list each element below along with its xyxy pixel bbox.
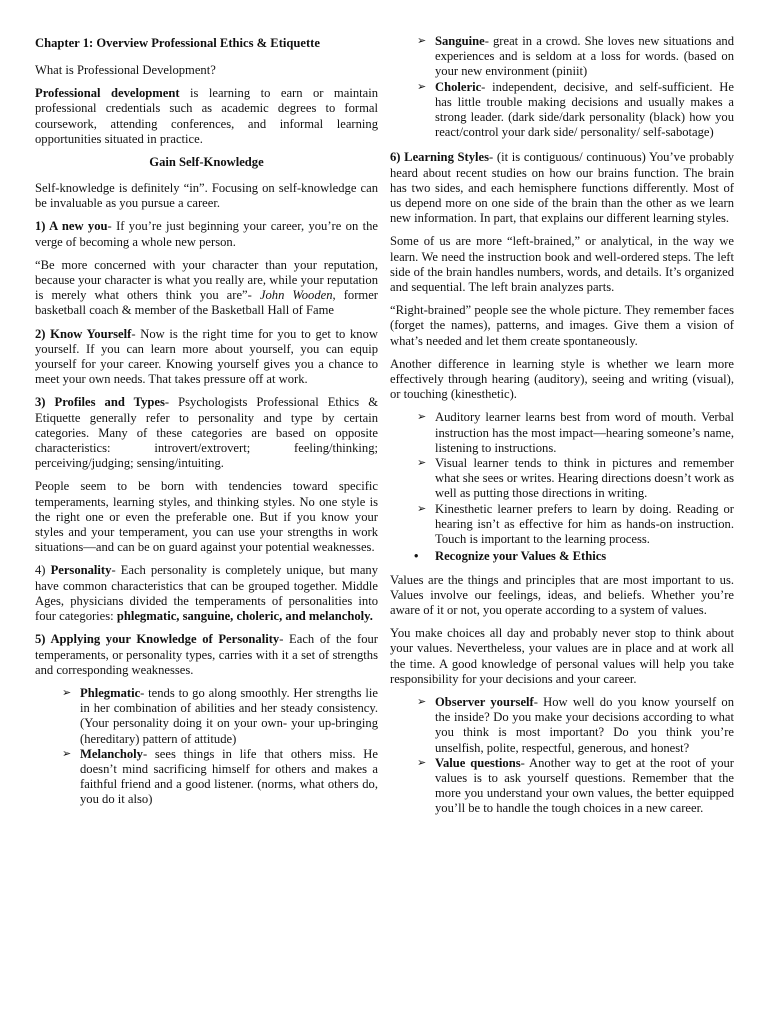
list-item: ➢ Sanguine- great in a crowd. She loves new situations and experiences and is seldom at a loss for words. (based on your new environment (piniit) bbox=[417, 34, 734, 79]
left-column bbox=[35, 36, 378, 1024]
arrow-bullet-icon: ➢ bbox=[417, 457, 427, 470]
list-item: ➢ Choleric- independent, decisive, and self-sufficient. He has little trouble making decisions and usually makes a strong leader. (dark side/dark personality (black) how you react/control your dark side/ personality/ self-sabotage) bbox=[417, 79, 734, 140]
arrow-bullet-icon: ➢ bbox=[417, 502, 427, 515]
self-knowledge-paragraph: Self-knowledge is definitely “in”. Focusing on self-knowledge can be invaluable as you pursue a career. bbox=[35, 181, 378, 211]
list-item: ➢ Value questions- Another way to get at the root of your values is to ask yourself questions. Remember that the more you understand your own values, the better equipped you’ll be to handle the tough choices in a new career. bbox=[417, 755, 734, 816]
profiles-types-paragraph: 3) Profiles and Types- Psychologists Professional Ethics & Etiquette generally refer to personality and type by certain categories. Many of these categories are based on opposite characteristics: introvert/extrovert; feeling/thinking; perceiving/judging; sensing/intuiting. bbox=[35, 395, 378, 471]
question-line: What is Professional Development? bbox=[35, 63, 216, 77]
values-list bbox=[390, 695, 734, 817]
right-brained-paragraph: “Right-brained” people see the whole picture. They remember faces (forget the names), patterns, and images. Give them a vision of what’s needed and let them create spontaneously. bbox=[390, 303, 734, 348]
arrow-bullet-icon: ➢ bbox=[417, 695, 427, 708]
list-item: ➢ Visual learner tends to think in pictures and remember what she sees or writes. Hearing directions doesn’t work as well as putting those directions in writing. bbox=[417, 456, 734, 501]
list-item: ➢ Phlegmatic- tends to go along smoothly. Her strengths lie in her combination of abilities and her steady consistency. (Your personality doing it on your own- your up-bringing (hereditary) pattern of attitude) bbox=[62, 685, 378, 746]
values-heading: • Recognize your Values & Ethics bbox=[414, 549, 607, 564]
list-item: ➢ Auditory learner learns best from word of mouth. Verbal instruction has the most impact—hearing someone’s name, listening to instructions. bbox=[417, 410, 734, 455]
list-item: ➢ Observer yourself- How well do you know yourself on the inside? Do you make your decisions according to what you think is most important? Do you think you’re unselfish, polite, respectful, generous, and honest? bbox=[417, 694, 735, 755]
right-column bbox=[390, 34, 734, 1024]
chapter-title: Chapter 1: Overview Professional Ethics & Etiquette bbox=[35, 36, 320, 50]
values-paragraph-2: You make choices all day and probably never stop to think about your values. Nevertheless, your values are in place and at work all the time. A good knowledge of personal values will help you take responsibility for your decisions and your career. bbox=[390, 626, 734, 686]
arrow-bullet-icon: ➢ bbox=[417, 756, 427, 769]
learner-list bbox=[390, 410, 734, 547]
quote-author: John Wooden bbox=[259, 288, 333, 303]
left-brained-paragraph: Some of us are more “left-brained,” or analytical, in the way we learn. We need the instruction book and well-ordered steps. The left side of the brain handles numbers, words, and details. It’s organized and sequential. The left brain analyzes parts. bbox=[390, 234, 734, 295]
learning-styles-paragraph: 6) Learning Styles- (it is contiguous/ continuous) You’ve probably heard about recent studies on how our brains function. The brain has two sides, and each hemisphere functions differently. Most of us depend more on one side of the brain than the other as we learn new information. In part, that explains our different learning styles. bbox=[390, 150, 735, 226]
professional-development-paragraph: Professional development is learning to earn or maintain professional credentials such as academic degrees to formal coursework, attending conferences, and informal learning opportunities situated in practice. bbox=[35, 86, 378, 146]
personality-paragraph: 4) Personality- Each personality is completely unique, but many have common characteristics that can be grouped together. Middle Ages, physicians divided the temperaments of personalities into four categories: phlegmatic, sanguine, choleric, and melancholy. bbox=[35, 563, 379, 624]
arrow-bullet-icon: ➢ bbox=[62, 686, 72, 699]
applying-personality-paragraph: 5) Applying your Knowledge of Personality- Each of the four temperaments, or personality types, carries with it a set of strengths and corresponding weaknesses. bbox=[35, 632, 378, 677]
arrow-bullet-icon: ➢ bbox=[62, 747, 72, 760]
list-item: ➢ Melancholy- sees things in life that others miss. He doesn’t mind sacrificing himself for others and makes a faithful friend and a good listener. (norms, what others do, you do it also) bbox=[62, 746, 378, 807]
arrow-bullet-icon: ➢ bbox=[417, 35, 427, 47]
learning-difference-paragraph: Another difference in learning style is whether we learn more effectively through hearing (auditory), seeing and writing (visual), or touching (kinesthetic). bbox=[390, 356, 734, 402]
section-heading: Gain Self-Knowledge bbox=[149, 155, 264, 170]
know-yourself-paragraph: 2) Know Yourself- Now is the right time for you to get to know yourself. If you can learn more about yourself, you can equip yourself for your career. Knowing yourself gives you a chance to meet your own needs. That takes pressure off at work. bbox=[35, 326, 378, 387]
new-you-paragraph: 1) A new you- If you’re just beginning your career, you’re on the verge of becoming a whole new person. bbox=[35, 219, 378, 249]
people-paragraph: People seem to be born with tendencies toward specific temperaments, learning styles, and thinking styles. No one style is the right one or even the preferable one. But if you know your styles and your temperament, you can use your strengths in work situations—and can be on guard against your potential weaknesses. bbox=[35, 479, 378, 555]
list-item: ➢ Kinesthetic learner prefers to learn by doing. Reading or hearing isn’t as effective for him as hands-on instruction. Touch is important to the learning process. bbox=[417, 501, 734, 547]
quote-paragraph: “Be more concerned with your character than your reputation, because your character is what you really are, while your reputation is merely what others think you are”- John Wooden, former basketball coach & member of the Basketball Hall of Fame bbox=[35, 257, 378, 318]
temperament-list-continued bbox=[390, 34, 734, 140]
bullet-dot-icon: • bbox=[414, 549, 419, 564]
term: Professional development bbox=[35, 86, 180, 101]
values-paragraph-1: Values are the things and principles that are most important to us. Values involve our feelings, ideas, and beliefs. Whether you’re aware of it or not, you operate according to a system of values. bbox=[390, 572, 734, 617]
arrow-bullet-icon: ➢ bbox=[417, 80, 427, 93]
arrow-bullet-icon: ➢ bbox=[417, 411, 427, 424]
temperament-list bbox=[35, 686, 378, 808]
